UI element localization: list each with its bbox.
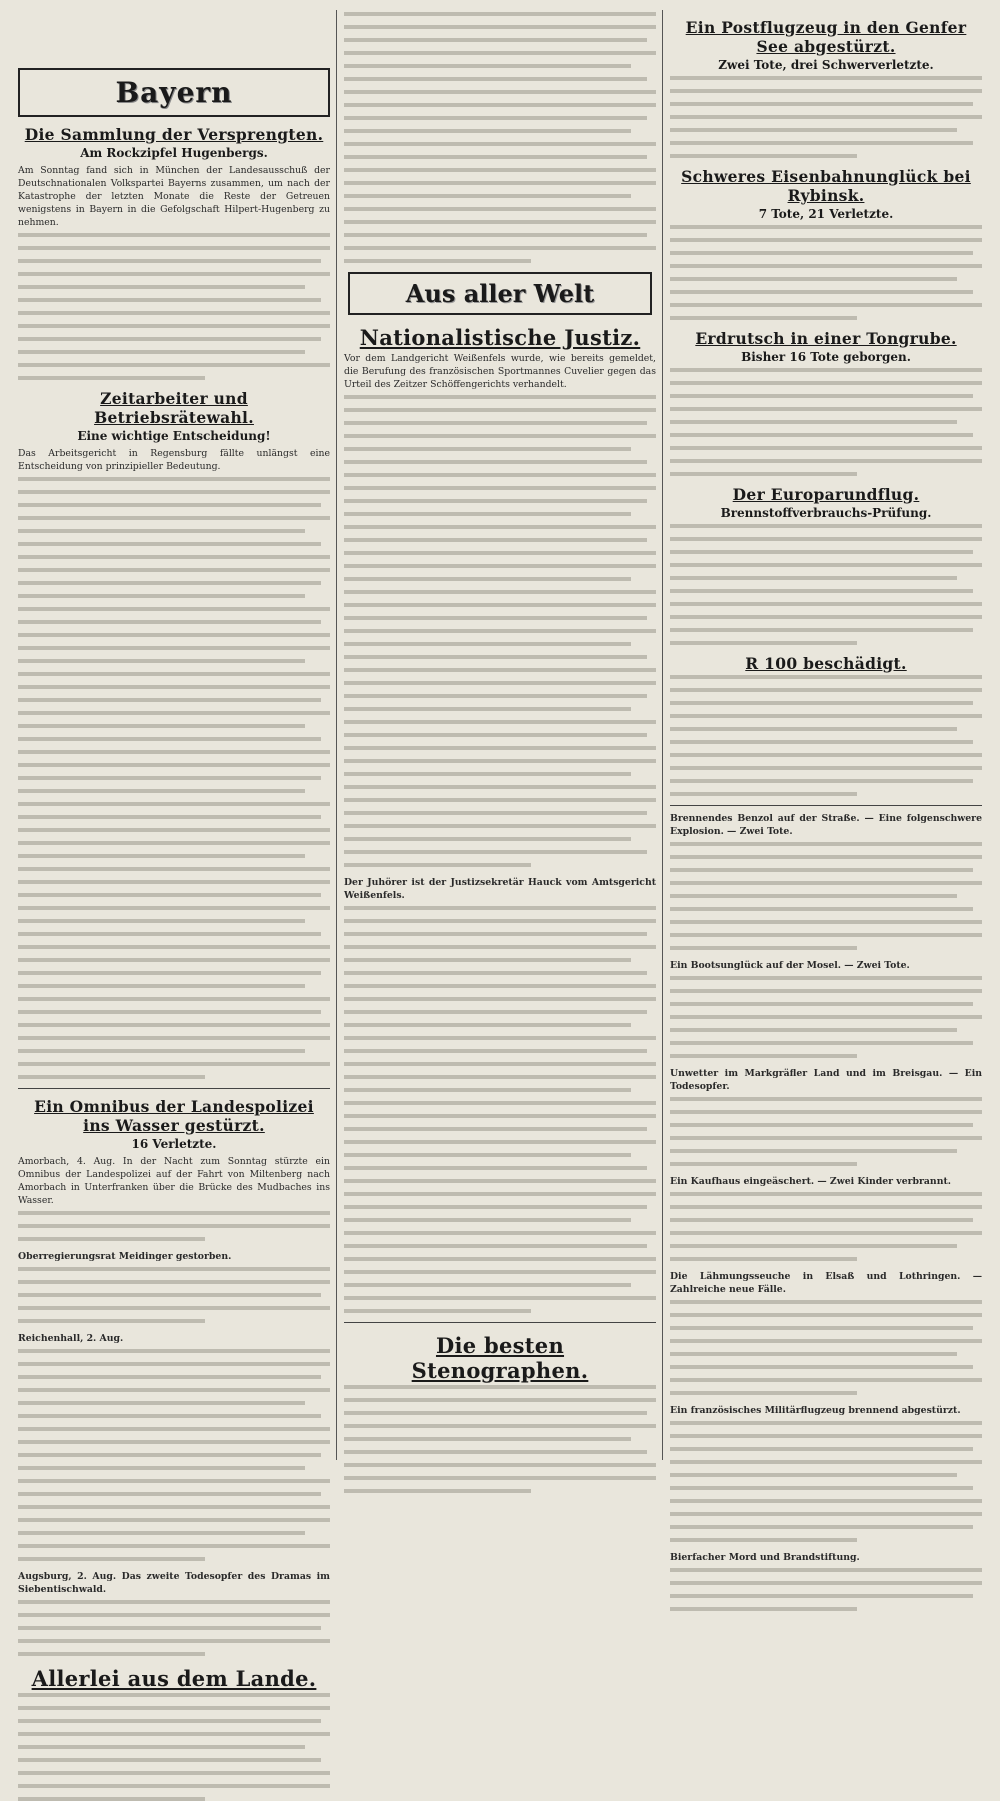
article-subtitle: Bisher 16 Tote geborgen.	[741, 350, 911, 364]
article-body	[18, 1267, 330, 1323]
article-title: Der Europarundflug.	[732, 485, 920, 504]
column-1	[18, 10, 330, 1691]
article-body	[344, 395, 656, 867]
article-lead: Brennendes Benzol auf der Straße. — Eine folgenschwere Explosion. — Zwei Tote.	[670, 813, 982, 837]
article-body	[18, 1693, 330, 1801]
article-title: Die besten Stenographen.	[411, 1333, 589, 1383]
article-lead: Amorbach, 4. Aug. In der Nacht zum Sonntag stürzte ein Omnibus der Landespolizei auf der Fahrt von Miltenberg nach Amorbach in Unterfranken über die Brücke des Mudbaches ins Wasser.	[18, 1156, 330, 1206]
article-lead: Ein französisches Militärflugzeug brennend abgestürzt.	[670, 1405, 961, 1416]
divider	[344, 1322, 656, 1323]
article-body	[670, 368, 982, 476]
article-title: Erdrutsch in einer Tongrube.	[695, 329, 957, 348]
article-subtitle: Am Rockzipfel Hugenbergs.	[80, 146, 268, 160]
section-head-bayern	[18, 68, 330, 117]
article-lead: Ein Kaufhaus eingeäschert. — Zwei Kinder verbrannt.	[670, 1176, 951, 1187]
article-body	[670, 524, 982, 645]
article-subtitle: Zwei Tote, drei Schwerverletzte.	[718, 58, 934, 72]
article-lead: Bierfacher Mord und Brandstiftung.	[670, 1552, 860, 1563]
article-title: Zeitarbeiter und Betriebsrätewahl.	[94, 389, 254, 427]
article-body	[670, 76, 982, 158]
divider	[670, 805, 982, 806]
article-lead: Unwetter im Markgräfler Land und im Breisgau. — Ein Todesopfer.	[670, 1068, 982, 1092]
article-body	[18, 233, 330, 380]
section-head-text: Aus aller Welt	[405, 279, 595, 308]
article-lead: Reichenhall, 2. Aug.	[18, 1333, 124, 1344]
article-title: Nationalistische Justiz.	[359, 325, 641, 350]
article-lead: Augsburg, 2. Aug. Das zweite Todesopfer des Dramas im Siebentischwald.	[18, 1571, 330, 1595]
article-title: Schweres Eisenbahnunglück bei Rybinsk.	[681, 167, 971, 205]
article-lead: Am Sonntag fand sich in München der Landesausschuß der Deutschnationalen Volkspartei Bayerns zusammen, um nach der Katastrophe der letzten Monate die Reste der Getreuen wenigstens in Bayern in die Gefolgschaft Hilpert-Hugenberg zu nehmen.	[18, 165, 330, 228]
article-lead: Das Arbeitsgericht in Regensburg fällte unlängst eine Entscheidung von prinzipieller Bedeutung.	[18, 448, 330, 472]
article-body	[344, 1385, 656, 1493]
article-body	[670, 1421, 982, 1542]
article-subtitle: Brennstoffverbrauchs-Prüfung.	[720, 506, 932, 520]
article-subtitle: 7 Tote, 21 Verletzte.	[758, 207, 894, 221]
article-title: Ein Omnibus der Landespolizei ins Wasser gestürzt.	[34, 1097, 314, 1135]
article-body	[18, 1349, 330, 1561]
quote: Der Juhörer ist der Justizsekretär Hauck vom Amtsgericht Weißenfels.	[344, 877, 656, 901]
article-title: Ein Postflugzeug in den Genfer See abgestürzt.	[685, 18, 967, 56]
article-body	[344, 906, 656, 1313]
article-body	[670, 225, 982, 320]
article-title: Die Sammlung der Versprengten.	[24, 125, 324, 144]
divider	[18, 1088, 330, 1089]
column-3	[670, 10, 982, 1563]
article-lead: Oberregierungsrat Meidinger gestorben.	[18, 1251, 232, 1262]
article-lead: Ein Bootsunglück auf der Mosel. — Zwei Tote.	[670, 960, 910, 971]
article-body	[18, 1211, 330, 1241]
article-lead: Vor dem Landgericht Weißenfels wurde, wie bereits gemeldet, die Berufung des französischen Sportmannes Cuvelier gegen das Urteil des Zeitzer Schöffengerichts verhandelt.	[344, 353, 656, 390]
article-body	[670, 1097, 982, 1166]
section-head-text: Bayern	[115, 76, 233, 109]
article-subtitle: Eine wichtige Entscheidung!	[77, 429, 271, 443]
article-title: R 100 beschädigt.	[745, 654, 907, 673]
article-body	[670, 1300, 982, 1395]
article-title: Allerlei aus dem Lande.	[31, 1666, 317, 1691]
article-body	[670, 675, 982, 796]
article-body	[670, 1192, 982, 1261]
article-body	[18, 1600, 330, 1656]
article-body	[670, 842, 982, 950]
section-head-aus-aller-welt	[348, 272, 652, 315]
article-body	[344, 12, 656, 263]
article-body	[18, 477, 330, 1079]
article-lead: Die Lähmungsseuche in Elsaß und Lothringen. — Zahlreiche neue Fälle.	[670, 1271, 982, 1295]
article-subtitle: 16 Verletzte.	[131, 1137, 217, 1151]
article-body	[670, 1568, 982, 1611]
column-2	[344, 10, 656, 1460]
article-body	[670, 976, 982, 1058]
